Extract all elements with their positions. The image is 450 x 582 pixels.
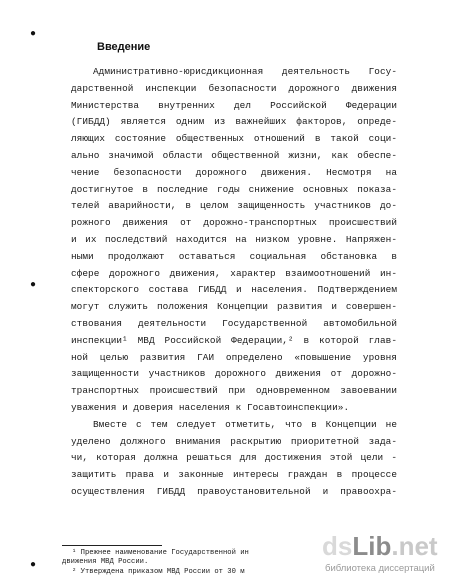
watermark-brand: dsLib.net <box>322 531 438 561</box>
footnote-line: ² Утверждена приказом МВД России от 30 м <box>72 567 245 576</box>
text-line: осуществления ГИБДД правоустановительной и правоохра- <box>71 485 397 497</box>
text-line: Министерства внутренних дел Российской Федерации <box>71 99 397 111</box>
margin-dot-icon: ● <box>30 29 37 40</box>
body-text <box>71 64 397 501</box>
text-line: достигнутое в последние годы снижение основных показа- <box>71 183 397 195</box>
text-line: защищенности участников дорожного движения от дорожно- <box>71 368 397 380</box>
text-line: и их последствий находится на низком уровне. Напряжен- <box>71 233 397 245</box>
text-line: Административно-юрисдикционная деятельность Госу- <box>93 66 397 77</box>
footnote-line: движения МВД России. <box>62 558 149 567</box>
text-line: транспортных происшествий при одновременном завоевании <box>71 385 397 397</box>
text-line: ально значимой области общественной жизни, как обеспе- <box>71 149 397 161</box>
text-line: ными продолжают оставаться социальная обстановка в <box>71 250 397 262</box>
text-line: инспекции¹ МВД Российской Федерации,² в которой глав- <box>71 334 397 346</box>
watermark-logo <box>316 531 450 582</box>
margin-dot-icon: ● <box>30 560 37 571</box>
text-line: рожного движения от дорожно-транспортных происшествий <box>71 217 397 229</box>
text-line: телей аварийности, в целом защищенность участников до- <box>71 200 397 212</box>
text-line: могут служить положения Концепции развития и совершен- <box>71 301 397 313</box>
text-line: дарственной инспекции безопасности дорожного движения <box>71 82 397 94</box>
text-line: чение безопасности дорожного движения. Несмотря на <box>71 166 397 178</box>
text-line: спекторского состава ГИБДД и населения. Подтверждением <box>71 284 397 296</box>
text-line: ствования деятельности Государственной автомобильной <box>71 317 397 329</box>
text-line: уделено должного внимания раскрытию приоритетной зада- <box>71 435 397 447</box>
footnote-line: ¹ Прежнее наименование Государственной ин <box>72 549 249 557</box>
text-line: Вместе с тем следует отметить, что в Концепции не <box>93 418 397 430</box>
footnote-divider <box>62 545 162 546</box>
text-line: сфере дорожного движения, характер взаимоотношений ин- <box>71 267 397 279</box>
watermark-subtitle: библиотека диссертаций <box>325 563 435 574</box>
margin-dot-icon: ● <box>30 280 37 291</box>
text-line: чи, которая должна решаться для достижения этой цели - <box>71 452 397 464</box>
text-line: ляющих состояние общественных отношений в такой соци- <box>71 133 397 145</box>
text-line: (ГИБДД) является одним из важнейших факторов, опреде- <box>71 116 397 128</box>
section-heading: Введение <box>97 41 151 53</box>
text-line: защитить права и законные интересы граждан в процессе <box>71 469 397 481</box>
text-line: ной целью развития ГАИ определено «повышение уровня <box>71 351 397 363</box>
text-line: уважения и доверия населения к Госавтоинспекции». <box>71 401 350 413</box>
